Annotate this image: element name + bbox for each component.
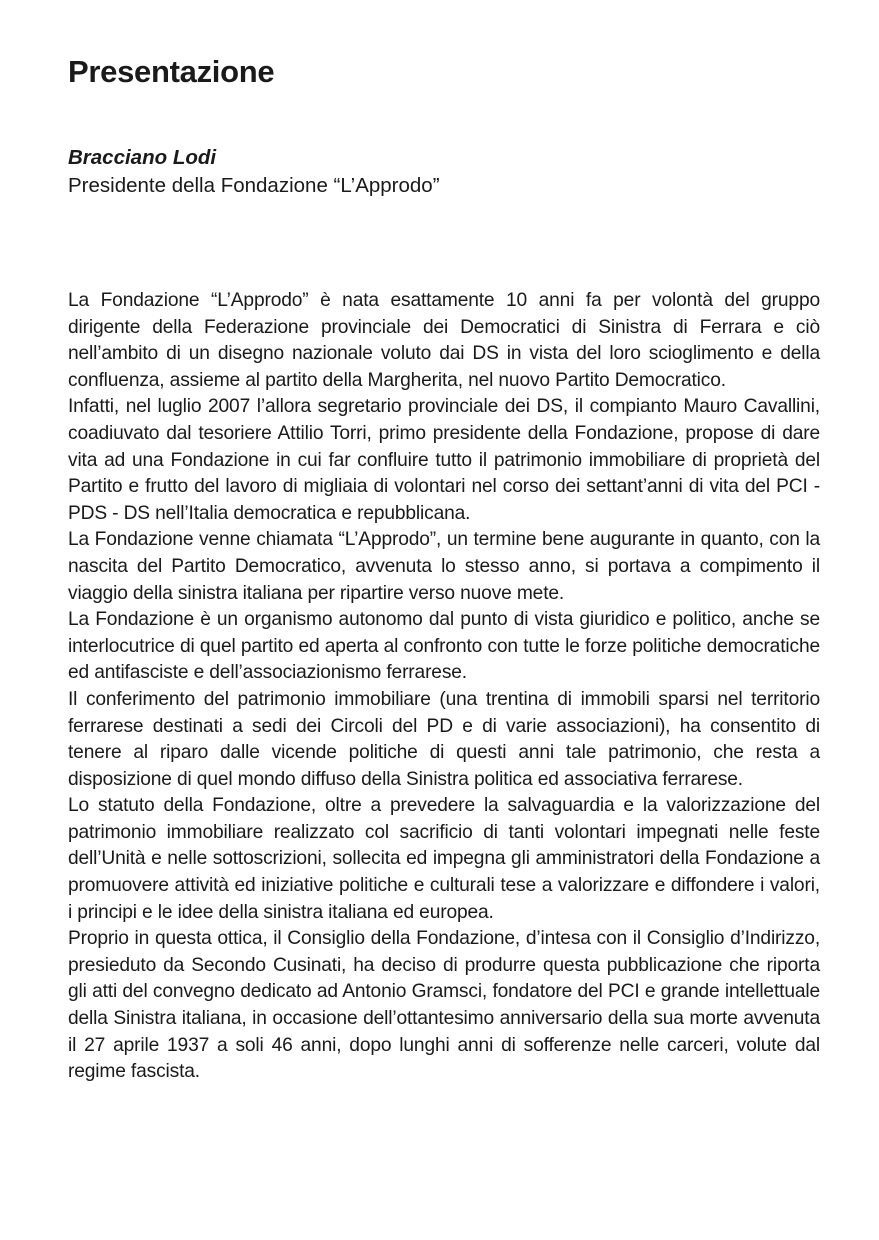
paragraph-4: La Fondazione è un organismo autonomo dal punto di vista giuridico e politico, anche se interlocutrice di quel partito ed aperta al confronto con tutte le forze politiche democratiche ed antifasciste e dell’associazionismo ferrarese.: [68, 609, 820, 684]
paragraph-6: Lo statuto della Fondazione, oltre a prevedere la salvaguardia e la valorizzazione del patrimonio immobiliare realizzato col sacrificio di tanti volontari impegnati nelle feste dell’Unità e nelle sottoscrizioni, sollecita ed impegna gli amministratori della Fondazione a promuovere attività ed iniziative politiche e culturali tese a valorizzare e diffondere i valori, i principi e le idee della sinistra italiana ed europea.: [68, 795, 820, 923]
paragraph-3: La Fondazione venne chiamata “L’Approdo”, un termine bene augurante in quanto, con la nascita del Partito Democratico, avvenuta lo stesso anno, si portava a compimento il viaggio della sinistra italiana per ripartire verso nuove mete.: [68, 529, 820, 604]
body-text: [68, 288, 820, 1086]
page-title: Presentazione: [68, 54, 275, 89]
paragraph-2: Infatti, nel luglio 2007 l’allora segretario provinciale dei DS, il compianto Mauro Cavallini, coadiuvato dal tesoriere Attilio Torri, primo presidente della Fondazione, propose di dare vita ad una Fondazione in cui far confluire tutto il patrimonio immobiliare di proprietà del Partito e frutto del lavoro di migliaia di volontari nel corso dei settant’anni di vita del PCI - PDS - DS nell’Italia democratica e repubblicana.: [68, 396, 820, 524]
paragraph-1: La Fondazione “L’Approdo” è nata esattamente 10 anni fa per volontà del gruppo dirigente della Federazione provinciale dei Democratici di Sinistra di Ferrara e ciò nell’ambito di un disegno nazionale voluto dai DS in vista del loro scioglimento e della confluenza, assieme al partito della Margherita, nel nuovo Partito Democratico.: [68, 290, 820, 391]
paragraph-7: Proprio in questa ottica, il Consiglio della Fondazione, d’intesa con il Consiglio d’Indirizzo, presieduto da Secondo Cusinati, ha deciso di produrre questa pubblicazione che riporta gli atti del convegno dedicato ad Antonio Gramsci, fondatore del PCI e grande intellettuale della Sinistra italiana, in occasione dell’ottantesimo anniversario della sua morte avvenuta il 27 aprile 1937 a soli 46 anni, dopo lunghi anni di sofferenze nelle carceri, volute dal regime fascista.: [68, 928, 820, 1083]
document-page: [68, 50, 820, 1086]
paragraph-5: Il conferimento del patrimonio immobiliare (una trentina di immobili sparsi nel territorio ferrarese destinati a sedi dei Circoli del PD e di varie associazioni), ha consentito di tenere al riparo dalle vicende politiche di questi anni tale patrimonio, che resta a disposizione di quel mondo diffuso della Sinistra politica ed associativa ferrarese.: [68, 688, 820, 790]
author-name: Bracciano Lodi: [68, 146, 217, 169]
author-role: Presidente della Fondazione “L’Approdo”: [68, 174, 440, 197]
author-block: [68, 144, 820, 200]
